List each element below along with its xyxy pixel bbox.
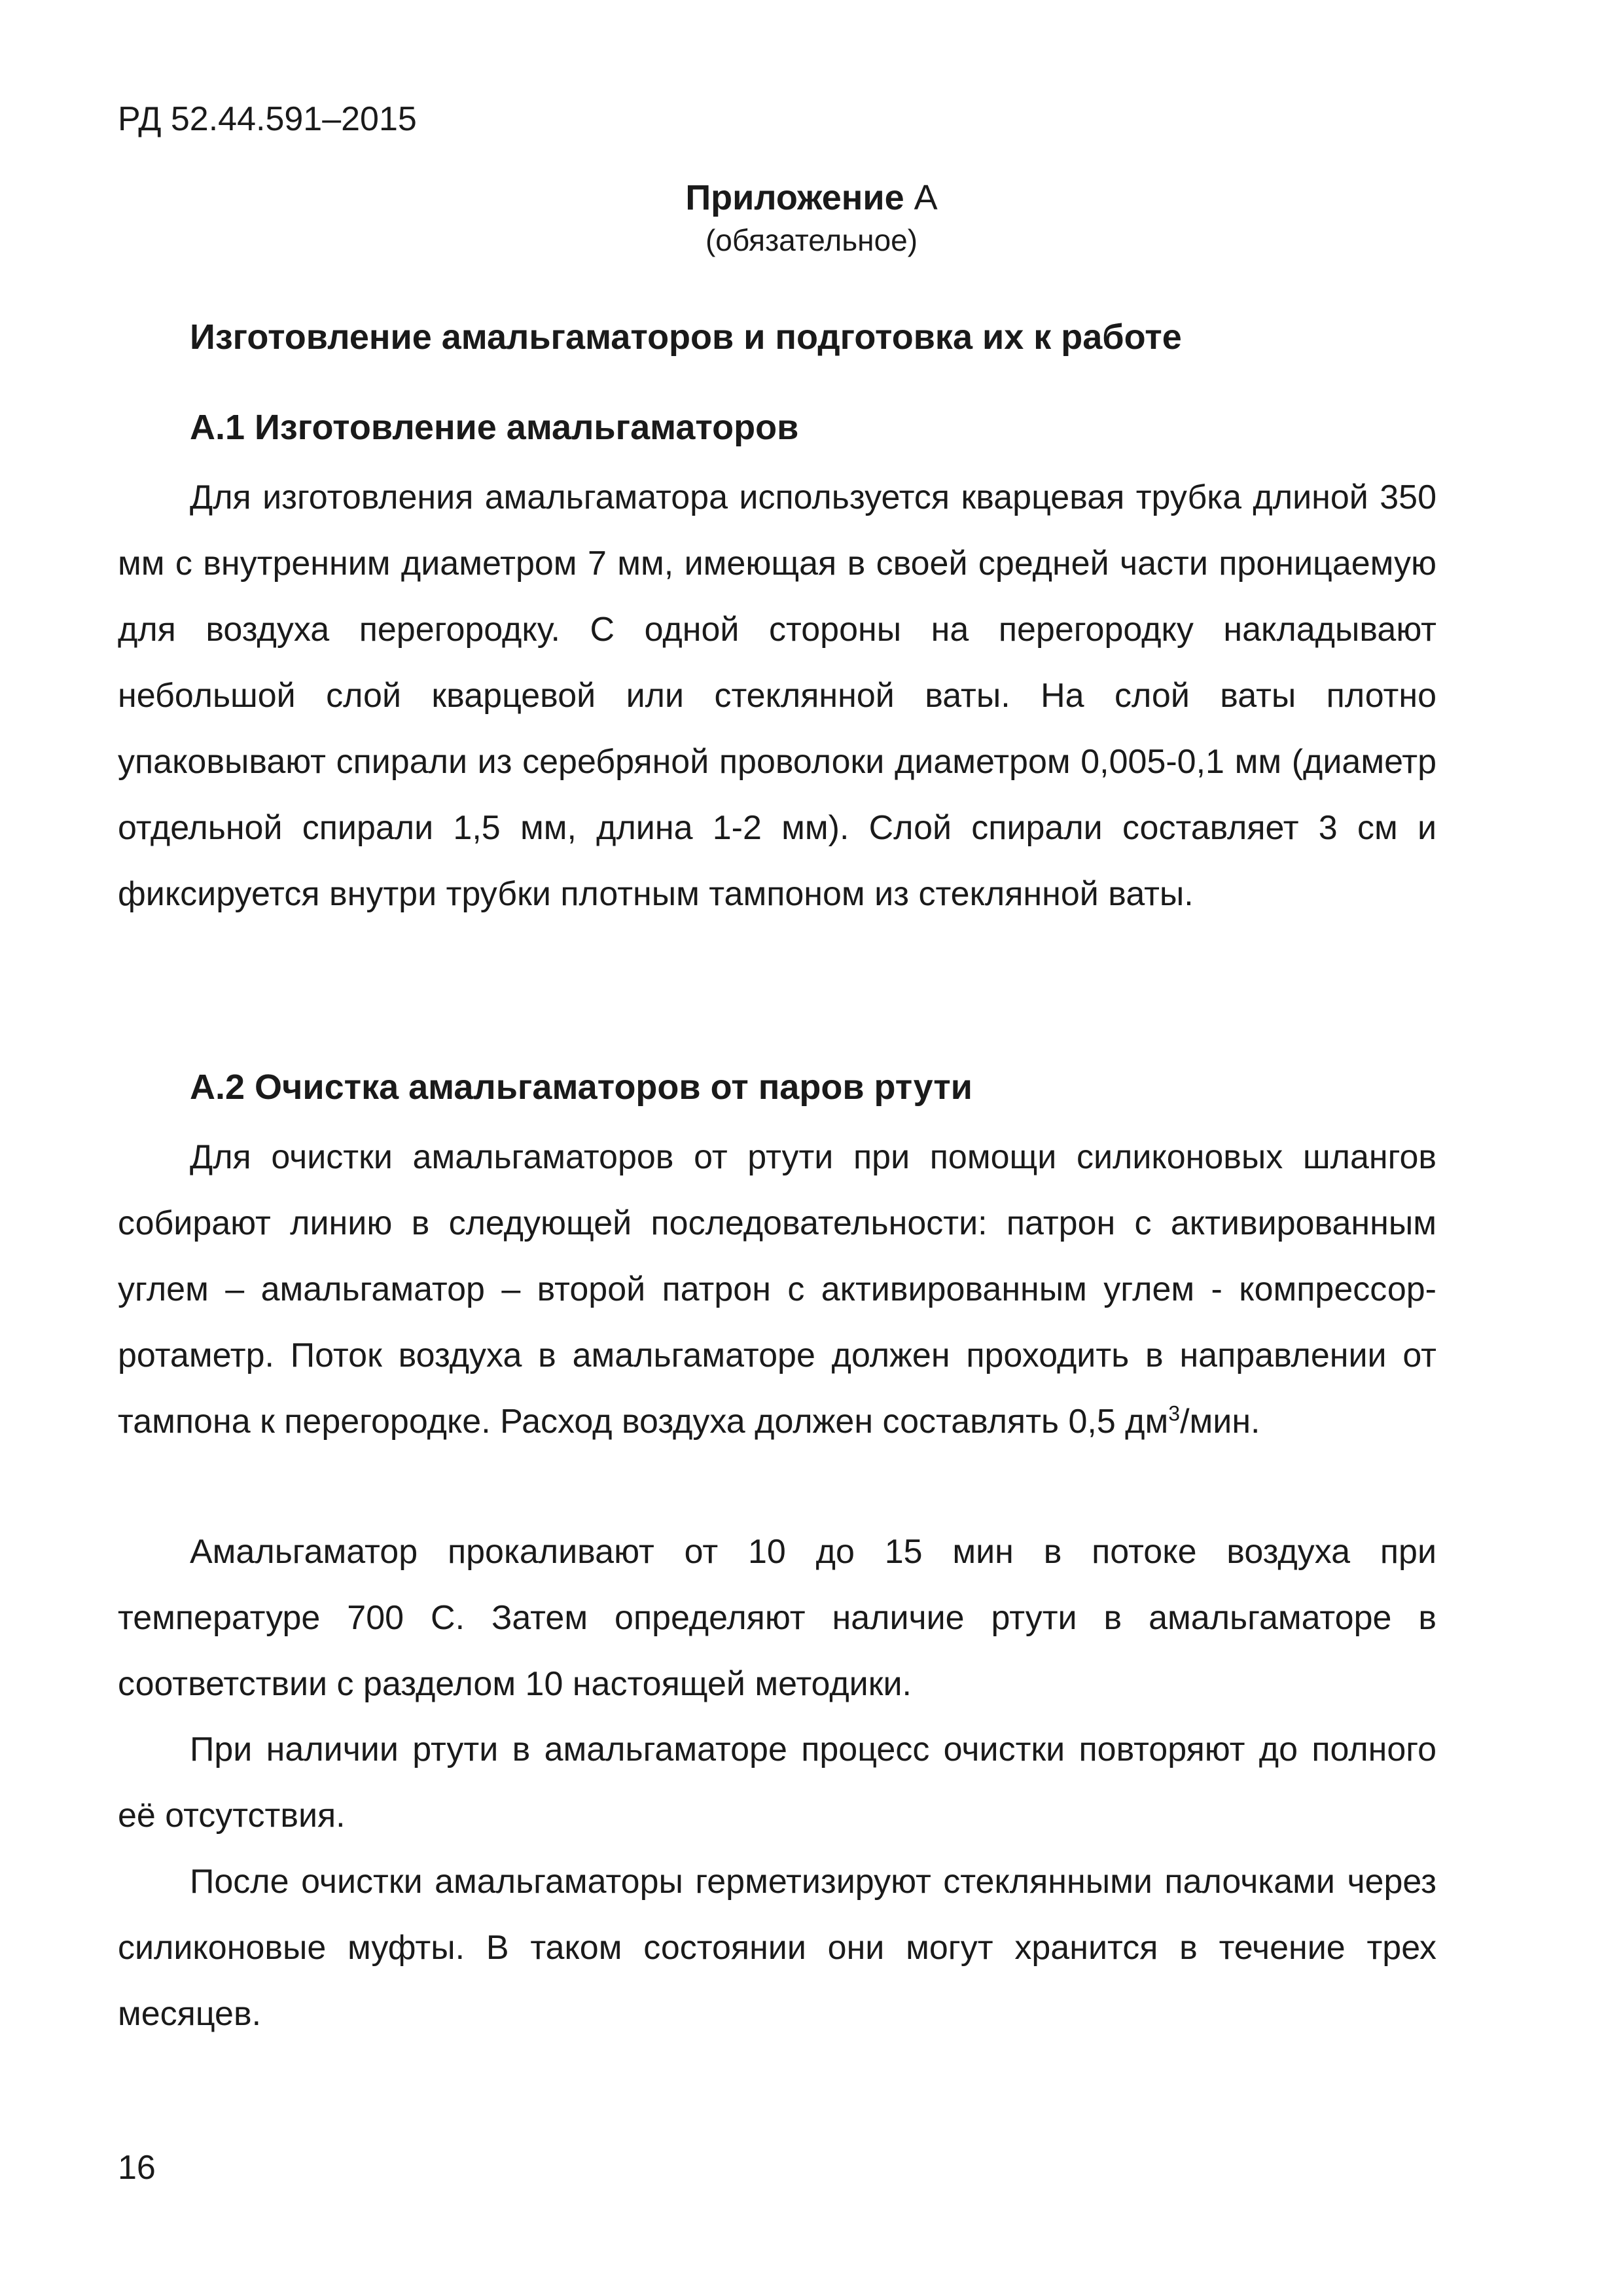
section-2-paragraph-3: При наличии ртути в амальгаматоре процесс очистки повторяют до полного её отсутствия. <box>118 1731 1436 1835</box>
section-2-paragraph-2: Амальгаматор прокаливают от 10 до 15 мин в потоке воздуха при температуре 700 С. Затем определяют наличие ртути в амальгаматоре в соответствии с разделом 10 настоящей методики. <box>118 1533 1436 1703</box>
appendix-letter: А <box>914 178 938 217</box>
main-heading: Изготовление амальгаматоров и подготовка их к работе <box>190 317 1182 357</box>
page-number: 16 <box>118 2149 156 2187</box>
section-2-paragraph-1 <box>118 1124 1436 1455</box>
section-2-heading: А.2 Очистка амальгаматоров от паров ртути <box>190 1067 972 1107</box>
document-code: РД 52.44.591–2015 <box>118 100 417 138</box>
appendix-title <box>0 177 1623 219</box>
appendix-status: (обязательное) <box>705 223 918 257</box>
section-1-heading: А.1 Изготовление амальгаматоров <box>190 408 799 447</box>
section-2-paragraph-1-tail: /мин. <box>1180 1403 1260 1441</box>
section-1-paragraph: Для изготовления амальгаматора используется кварцевая трубка длиной 350 мм с внутренним диаметром 7 мм, имеющая в своей средней части проницаемую для воздуха перегородку. С одной стороны на перегородку накладывают небольшой слой кварцевой или стеклянной ваты. На слой ваты плотно упаковывают спирали из серебряной проволоки диаметром 0,005-0,1 мм (диаметр отдельной спирали 1,5 мм, длина 1-2 мм). Слой спирали составляет 3 см и фиксируется внутри трубки плотным тампоном из стеклянной ваты. <box>118 478 1436 913</box>
appendix-word: Приложение <box>685 178 904 217</box>
section-2-paragraph-4: После очистки амальгаматоры герметизируют стеклянными палочками через силиконовые муфты. В таком состоянии они могут хранится в течение трех месяцев. <box>118 1863 1436 2033</box>
cubic-superscript: 3 <box>1168 1401 1181 1426</box>
section-2-paragraph-1-main: Для очистки амальгаматоров от ртути при помощи силиконовых шлангов собирают линию в следующей последовательности: патрон с активированным углем – амальгаматор – второй патрон с активированным углем - компрессор-ротаметр. Поток воздуха в амальгаматоре должен проходить в направлении от тампона к перегородке. Расход воздуха должен составлять 0,5 дм <box>118 1138 1436 1441</box>
